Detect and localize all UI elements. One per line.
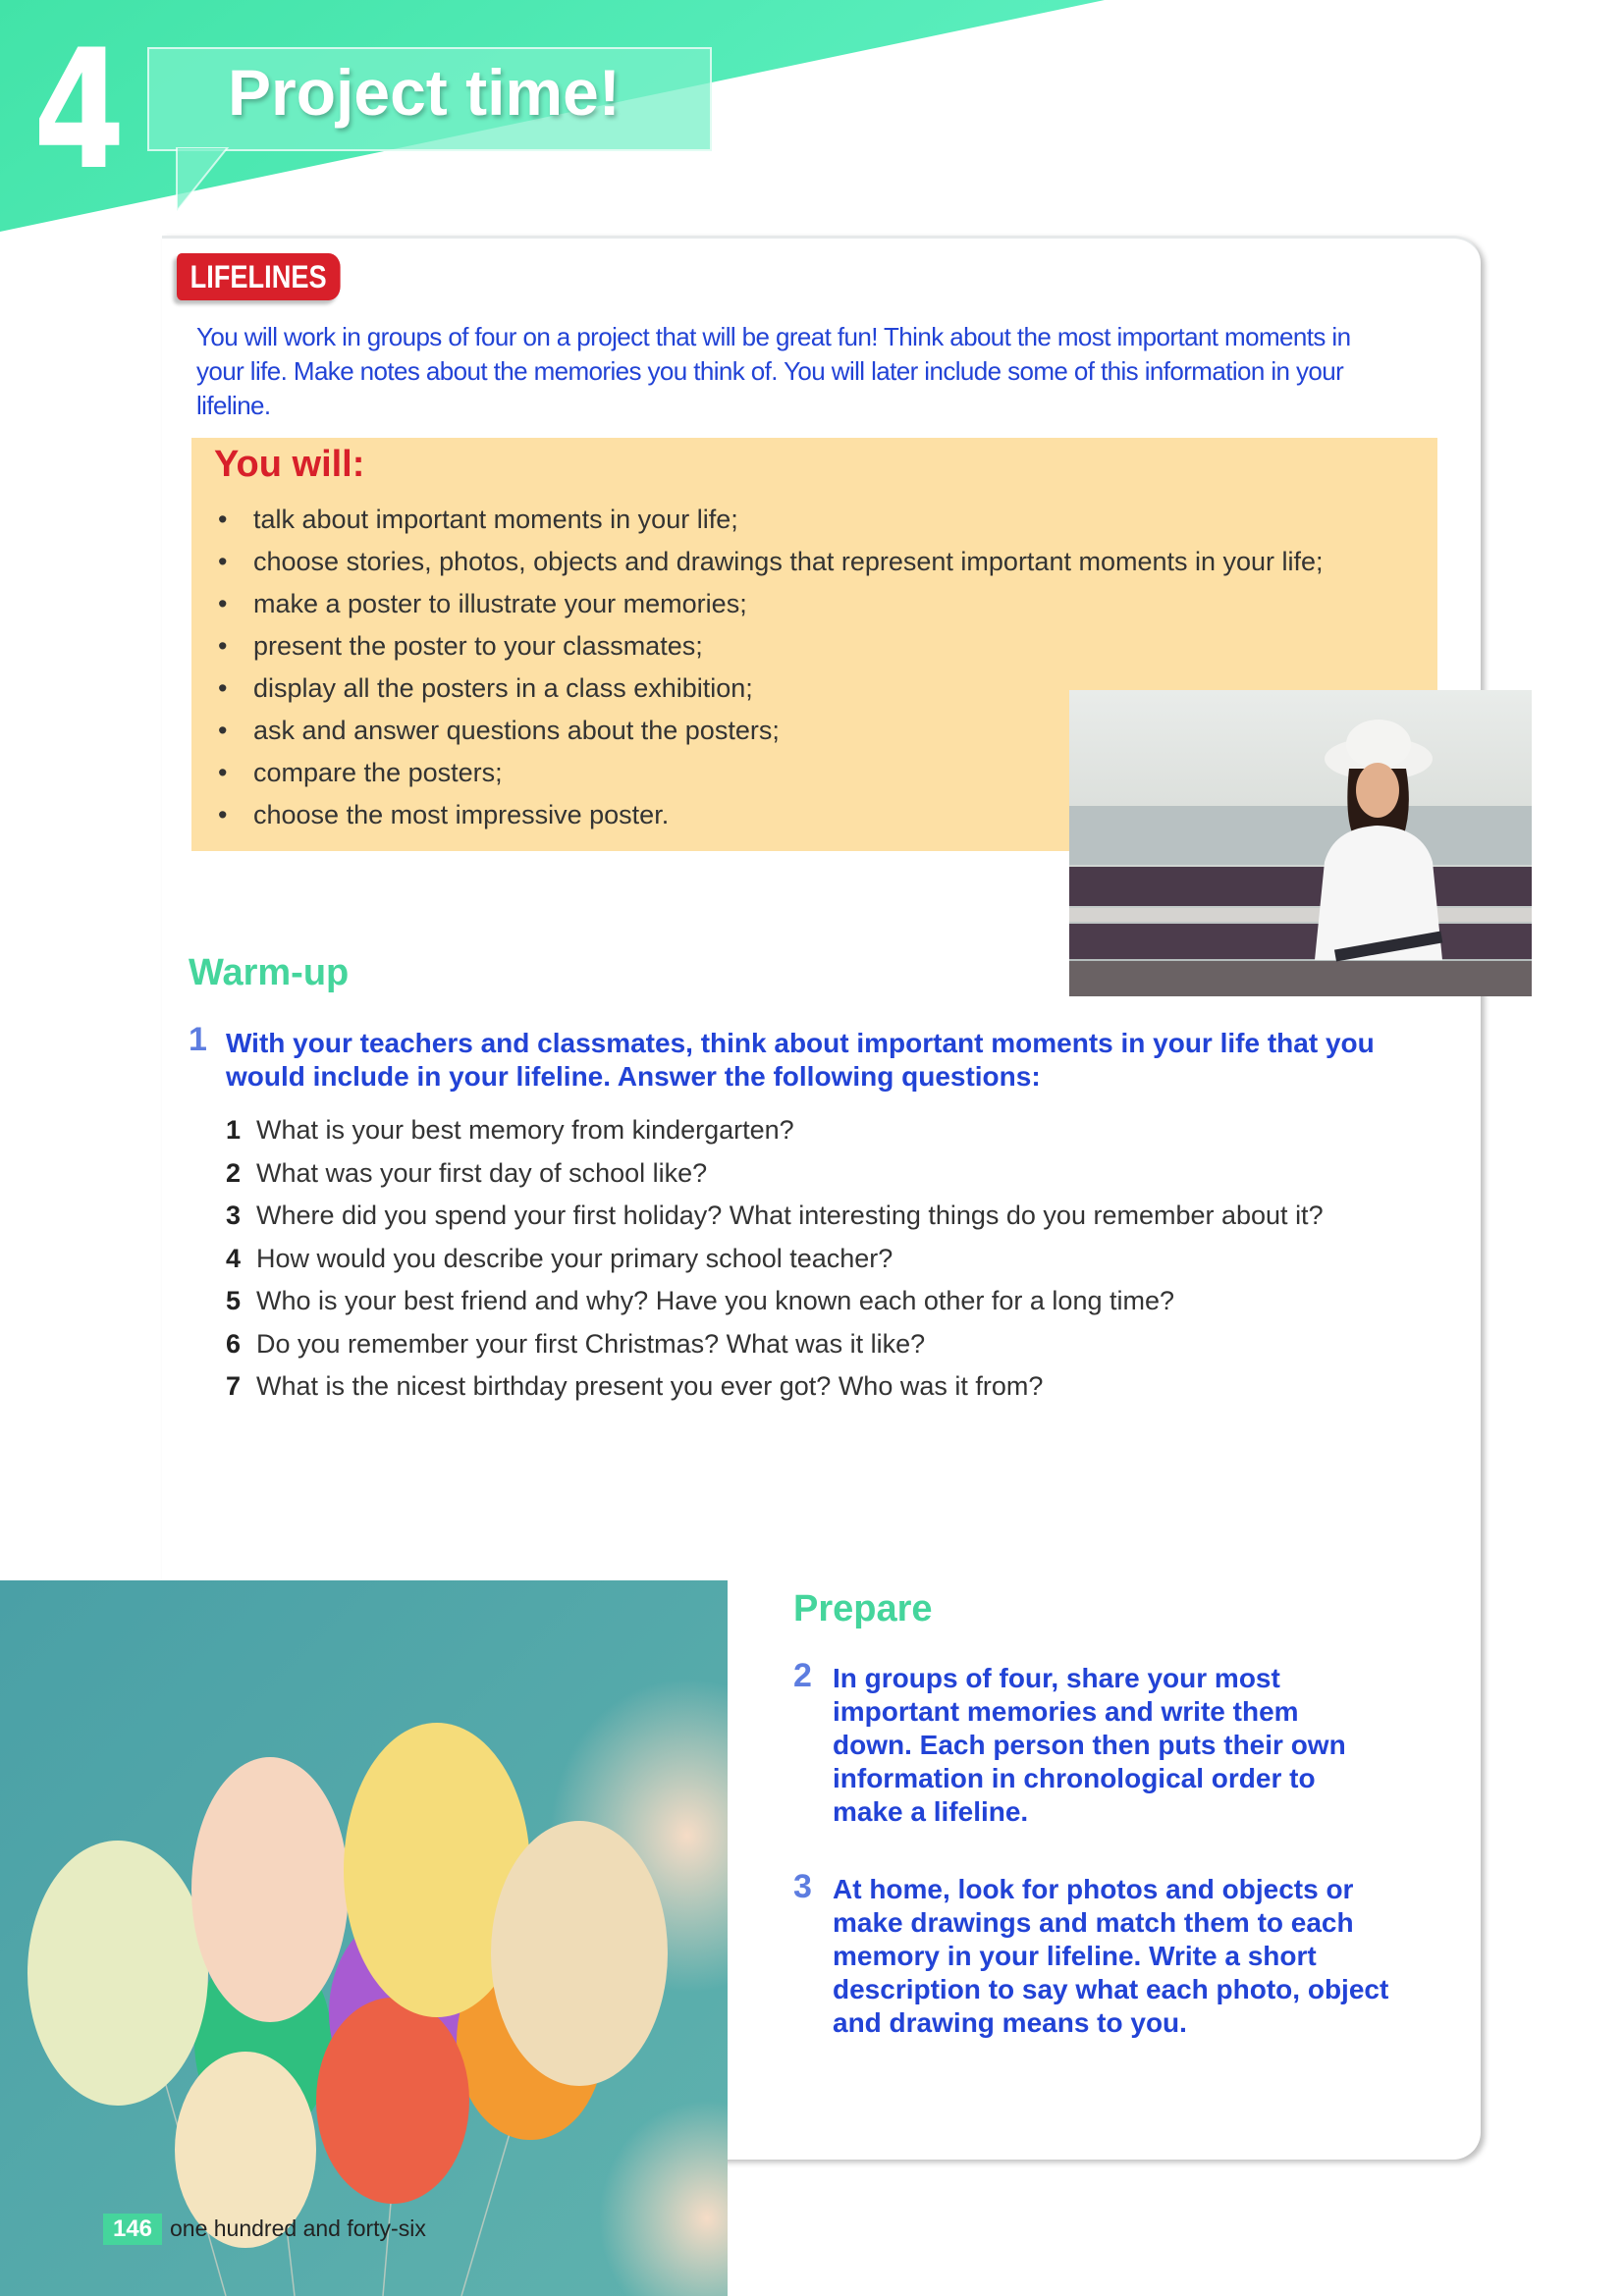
list-item: • talk about important moments in your life; [218, 505, 738, 534]
list-item: • make a poster to illustrate your memories; [218, 589, 747, 618]
question-item: 7 What is the nicest birthday present you ever got? Who was it from? [226, 1371, 1044, 1401]
question-item: 4 How would you describe your primary school teacher? [226, 1243, 893, 1273]
warmup-questions [226, 1109, 1324, 1409]
list-item: • ask and answer questions about the posters; [218, 716, 780, 745]
list-item: • compare the posters; [218, 758, 503, 787]
list-item: • display all the posters in a class exhibition; [218, 673, 753, 703]
woman-on-bench-photo [1069, 690, 1532, 996]
list-item: • choose the most impressive poster. [218, 800, 670, 829]
exercise-number: 1 [189, 1021, 207, 1058]
list-item: • choose stories, photos, objects and drawings that represent important moments in your life; [218, 547, 1324, 576]
exercise-instruction: At home, look for photos and objects or make drawings and match them to each memory in your lifeline. Write a short description to say what each photo, object and drawing means to you. [833, 1874, 1389, 2038]
page-number: 146 [103, 2214, 162, 2245]
question-item: 3 Where did you spend your first holiday? What interesting things do you remember about it? [226, 1201, 1324, 1230]
speech-bubble-tail [169, 147, 238, 216]
question-item: 2 What was your first day of school like? [226, 1157, 708, 1188]
question-item: 5 Who is your best friend and why? Have you known each other for a long time? [226, 1286, 1175, 1315]
lifelines-badge: LIFELINES [177, 253, 340, 300]
page-number-words: one hundred and forty-six [170, 2216, 426, 2241]
exercise-number: 3 [793, 1868, 812, 1905]
project-intro: You will work in groups of four on a project that will be great fun! Think about the most important moments in your life. Make notes about the memories you think of. You will later include some of this information in your lifeline. [196, 322, 1351, 420]
question-item: 1 What is your best memory from kindergarten? [226, 1115, 794, 1145]
exercise-instruction: With your teachers and classmates, think about important moments in your life that you would include in your lifeline. Answer the following questions: [226, 1028, 1375, 1092]
you-will-heading: You will: [214, 444, 365, 485]
list-item: • present the poster to your classmates; [218, 631, 703, 661]
prepare-heading: Prepare [793, 1588, 933, 1629]
exercise-number: 2 [793, 1657, 812, 1694]
exercise-instruction: In groups of four, share your most important memories and write them down. Each person then puts their own information in chronological order to make a lifeline. [833, 1663, 1346, 1827]
balloons-photo [0, 1580, 728, 2296]
page-title: Project time! [228, 56, 621, 129]
chapter-number: 4 [33, 14, 126, 206]
question-item: 6 Do you remember your first Christmas? What was it like? [226, 1328, 926, 1359]
warmup-heading: Warm-up [189, 952, 350, 993]
